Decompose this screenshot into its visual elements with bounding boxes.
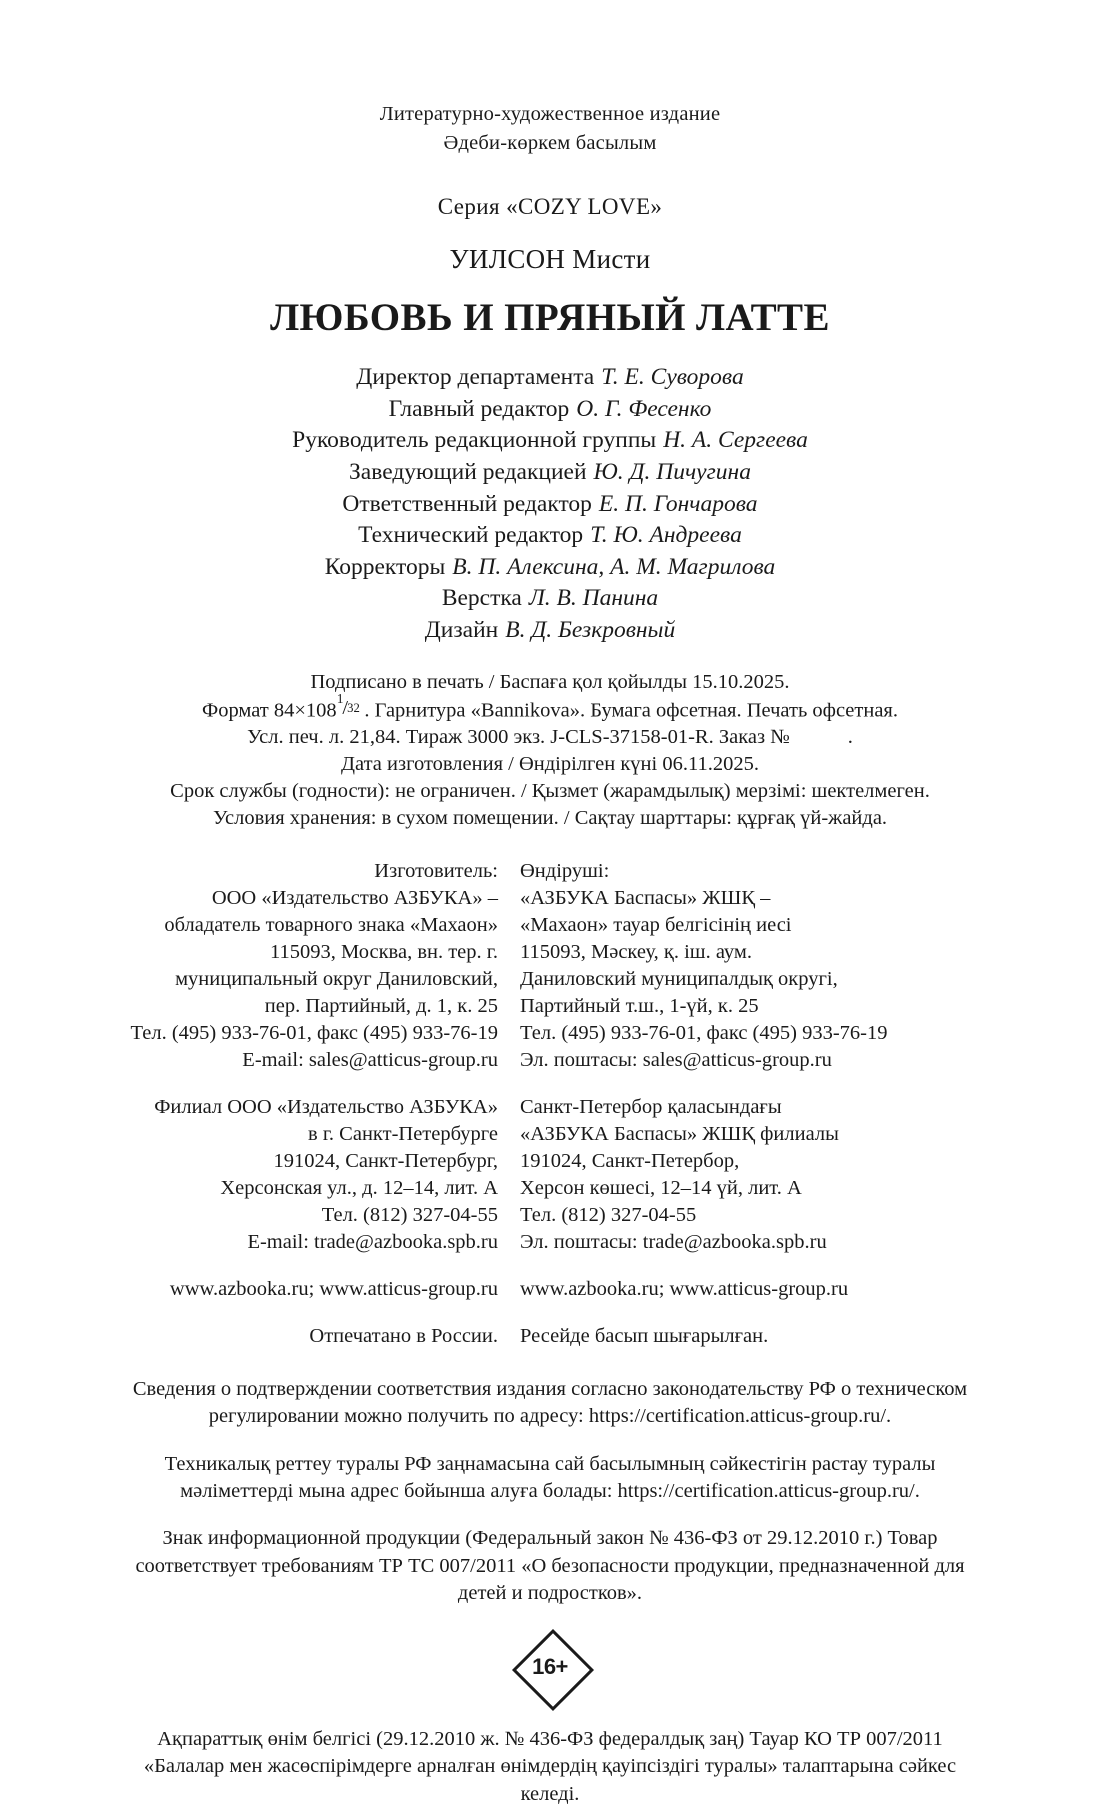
credit-role: Главный редактор xyxy=(388,395,570,422)
trademark-owner: обладатель товарного знака «Махаон» xyxy=(164,914,498,937)
credit-role: Корректоры xyxy=(324,553,446,580)
masthead-line-kz: Әдеби-көркем басылым xyxy=(443,132,657,155)
address-line: 115093, Мәскеу, қ. іш. аум. xyxy=(520,941,752,964)
age-rating-badge xyxy=(513,1630,587,1704)
email-line[interactable]: E-mail: sales@atticus-group.ru xyxy=(242,1049,498,1072)
manufacturer-block-kz xyxy=(520,858,950,1074)
spec-service-life: Срок службы (годности): не ограничен. / Қызмет (жарамдылық) мерзімі: шектелмеген. xyxy=(170,780,930,803)
credit-person: Н. А. Сергеева xyxy=(663,427,808,454)
credit-row xyxy=(130,489,970,521)
age-rating-wrap xyxy=(130,1630,970,1704)
branch-name: «АЗБУКА Баспасы» ЖШҚ филиалы xyxy=(520,1122,839,1145)
printed-in-ru: Отпечатано в России. xyxy=(309,1324,498,1347)
credit-person: Т. Е. Суворова xyxy=(601,364,744,391)
phone-line: Тел. (495) 933-76-01, факс (495) 933-76-19 xyxy=(130,1022,498,1045)
phone-line: Тел. (495) 933-76-01, факс (495) 933-76-19 xyxy=(520,1022,888,1045)
address-line: Партийный т.ш., 1-үй, к. 25 xyxy=(520,995,759,1018)
phone-line: Тел. (812) 327-04-55 xyxy=(321,1203,498,1226)
credit-row xyxy=(130,394,970,426)
credit-role: Директор департамента xyxy=(356,364,595,391)
credit-person: Е. П. Гончарова xyxy=(598,490,758,517)
address-line: муниципальный округ Даниловский, xyxy=(175,968,498,991)
spec-format-prefix: Формат 84×108 xyxy=(202,699,337,722)
print-specifications xyxy=(130,669,970,833)
branch-block-kz xyxy=(520,1094,950,1256)
certification-notes xyxy=(130,1376,970,1608)
credit-person: Л. В. Панина xyxy=(528,585,659,612)
credit-row xyxy=(130,362,970,394)
branch-name: Филиал ООО «Издательство АЗБУКА» xyxy=(154,1095,498,1118)
website-line-kz[interactable]: www.azbooka.ru; www.atticus-group.ru xyxy=(520,1277,849,1300)
information-product-mark-kz: Ақпараттық өнім белгісі (29.12.2010 ж. № 436-ФЗ федералдық заң) Тауар КО ТР 007/2011 «Балалар мен жасөспірімдерге арналған өнімдердің қауіпсіздігі туралы» талаптарына сәйкес келеді. xyxy=(143,1727,957,1805)
imprint-column-kz xyxy=(520,858,950,1349)
spec-manufacture-date: Дата изготовления / Өндірілген күні 06.11.2025. xyxy=(341,753,759,776)
printed-in-kz: Ресейде басып шығарылған. xyxy=(520,1324,769,1347)
address-line: 115093, Москва, вн. тер. г. xyxy=(270,941,498,964)
age-rating-label: 16+ xyxy=(532,1653,568,1679)
manufacturer-label: Изготовитель: xyxy=(374,860,498,883)
certification-note-ru: Сведения о подтверждении соответствия издания согласно законодательству РФ о техническом регулировании можно получить по адресу: https://certification.atticus-group.ru/. xyxy=(132,1377,968,1428)
credit-role: Заведующий редакцией xyxy=(349,459,587,485)
spec-storage-conditions: Условия хранения: в сухом помещении. / Сақтау шарттары: құрғақ үй-жайда. xyxy=(212,807,888,830)
phone-line: Тел. (812) 327-04-55 xyxy=(520,1203,697,1226)
trademark-owner: «Махаон» тауар белгісінің иесі xyxy=(520,914,792,937)
credit-role: Дизайн xyxy=(424,616,499,643)
credit-person: В. Д. Безкровный xyxy=(505,616,676,643)
spec-print-run-line xyxy=(130,724,970,751)
address-line: 191024, Санкт-Петербор, xyxy=(520,1149,740,1172)
manufacturer-label: Өндіруші: xyxy=(520,860,610,883)
credit-person: О. Г. Фесенко xyxy=(576,395,712,422)
email-line[interactable]: Эл. поштасы: trade@azbooka.spb.ru xyxy=(520,1230,827,1253)
credit-person: Т. Ю. Андреева xyxy=(590,522,742,549)
fraction-slash: / xyxy=(342,696,349,719)
fraction-denominator: 32 xyxy=(347,700,360,715)
manufacturer-block-ru xyxy=(130,858,498,1074)
information-product-mark-ru: Знак информационной продукции (Федеральный закон № 436-ФЗ от 29.12.2010 г.) Товар соответствует требованиям ТР ТС 007/2011 «О безопасности продукции, предназначенной для детей и подростков». xyxy=(135,1527,965,1605)
address-line: Даниловский муниципалдық округі, xyxy=(520,968,838,991)
author-name: УИЛСОН Мисти xyxy=(449,244,651,275)
address-line: Херсонская ул., д. 12–14, лит. А xyxy=(220,1176,498,1199)
address-line: пер. Партийный, д. 1, к. 25 xyxy=(264,995,498,1018)
fraction-numerator: 1 xyxy=(336,690,344,706)
branch-city: Санкт-Петербор қаласындағы xyxy=(520,1095,782,1118)
credit-row xyxy=(130,520,970,552)
credit-row xyxy=(130,615,970,647)
credit-role: Технический редактор xyxy=(358,522,584,549)
credit-row xyxy=(130,552,970,584)
masthead xyxy=(130,100,970,158)
branch-city: в г. Санкт-Петербурге xyxy=(308,1122,498,1145)
manufacturer-name: «АЗБУКА Баспасы» ЖШҚ – xyxy=(520,887,771,910)
certification-note-kz: Техникалық реттеу туралы РФ заңнамасына сай басылымның сәйкестігін растау туралы мәліметтерді мына адрес бойынша алуға болады: https://certification.atticus-group.ru/. xyxy=(164,1452,936,1502)
masthead-line-ru: Литературно-художественное издание xyxy=(379,103,721,125)
format-fraction xyxy=(336,690,365,719)
spec-order-period: . xyxy=(847,726,853,749)
series-name: Серия «COZY LOVE» xyxy=(437,194,663,220)
credit-row xyxy=(130,425,970,457)
credit-role: Верстка xyxy=(441,585,522,612)
email-line[interactable]: Эл. поштасы: sales@atticus-group.ru xyxy=(520,1049,832,1072)
credit-person: В. П. Алексина, А. М. Магрилова xyxy=(452,553,776,580)
spec-format-suffix: . Гарнитура «Bannikova». Бумага офсетная. Печать офсетная. xyxy=(364,699,898,722)
spec-format-line xyxy=(130,690,970,725)
credit-role: Руководитель редакционной группы xyxy=(292,427,657,454)
book-title: ЛЮБОВЬ И ПРЯНЫЙ ЛАТТЕ xyxy=(270,296,830,340)
imprint-columns xyxy=(130,858,970,1349)
credit-role: Ответственный редактор xyxy=(342,490,592,517)
credit-person: Ю. Д. Пичугина xyxy=(593,459,751,485)
credit-row xyxy=(130,583,970,615)
spec-print-run: Усл. печ. л. 21,84. Тираж 3000 экз. J-CLS-37158-01-R. Заказ № xyxy=(247,726,790,749)
spec-signed-date: Подписано в печать / Баспаға қол қойылды 15.10.2025. xyxy=(310,670,790,693)
credits-list xyxy=(130,362,970,646)
address-line: 191024, Санкт-Петербург, xyxy=(273,1149,498,1172)
imprint-column-ru xyxy=(130,858,520,1349)
address-line: Херсон көшесі, 12–14 үй, лит. А xyxy=(520,1176,802,1199)
email-line[interactable]: E-mail: trade@azbooka.spb.ru xyxy=(247,1230,498,1253)
credit-row xyxy=(130,457,970,489)
manufacturer-name: ООО «Издательство АЗБУКА» – xyxy=(211,887,498,910)
branch-block-ru xyxy=(130,1094,498,1256)
website-line-ru[interactable]: www.azbooka.ru; www.atticus-group.ru xyxy=(169,1277,498,1300)
